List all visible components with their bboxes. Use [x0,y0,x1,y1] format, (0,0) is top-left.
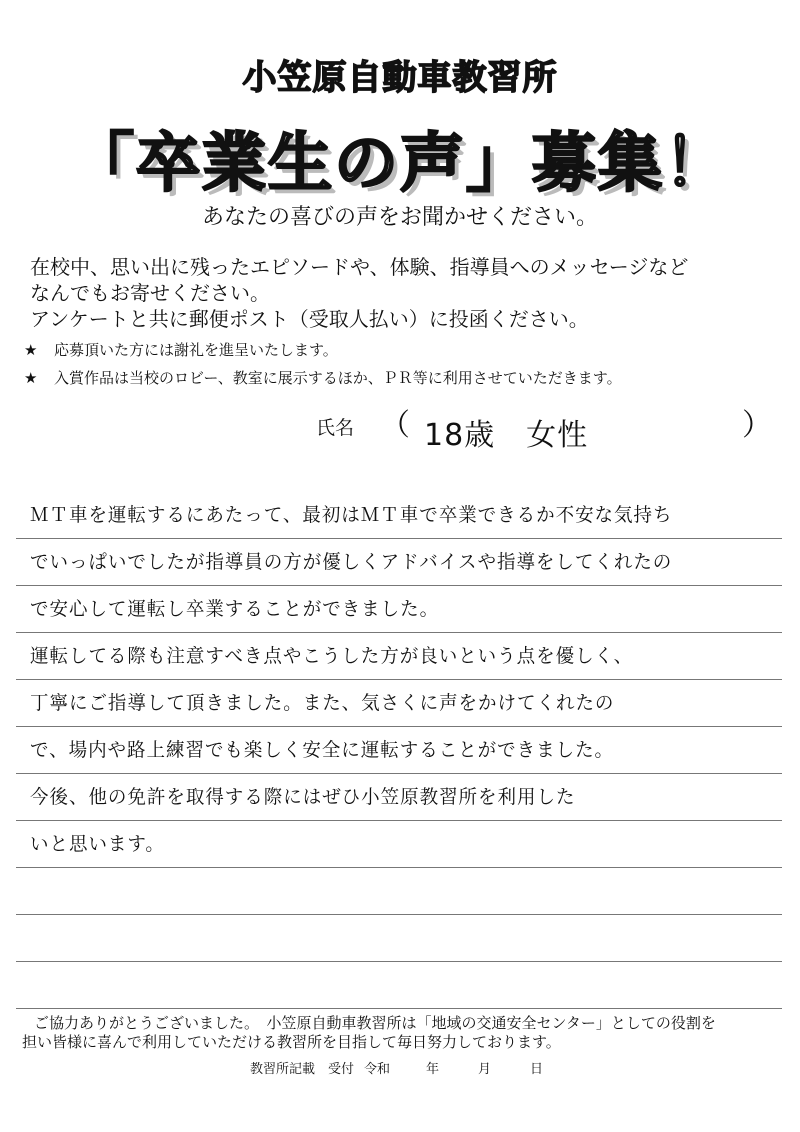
school-name: 小笠原自動車教習所 [242,58,558,98]
intro-line: アンケートと共に郵便ポスト（受取人払い）に投函ください。 [30,307,589,331]
message-line: いと思います。 [30,833,165,855]
ruled-line [16,538,782,539]
footer-line: ご協力ありがとうございました。 小笠原自動車教習所は「地域の交通安全センター」としての役割を [34,1014,716,1032]
star-icon: ★ [24,369,38,387]
intro-text [30,254,780,332]
ruled-line [16,632,782,633]
note-item [24,364,784,392]
message-line: で、場内や路上練習でも楽しく安全に運転することができました。 [30,739,615,761]
ruled-line [16,961,782,962]
message-line: 丁寧にご指導して頂きました。また、気さくに声をかけてくれたの [30,692,615,714]
notes-list [24,336,784,392]
day-label: 日 [530,1062,544,1077]
subheadline: あなたの喜びの声をお聞かせください。 [201,205,598,230]
message-line: ＭＴ車を運転するにあたって、最初はＭＴ車で卒業できるか不安な気持ち [30,504,673,526]
name-close-paren: ） [742,408,772,443]
note-text: 応募頂いた方には謝礼を進呈いたします。 [54,341,338,359]
message-line: でいっぱいでしたが指導員の方が優しくアドバイスや指導をしてくれたの [30,551,673,573]
ruled-line [16,726,782,727]
intro-line: 在校中、思い出に残ったエピソードや、体験、指導員へのメッセージなど [30,255,689,279]
name-field[interactable]: 18歳 女性 [424,418,589,453]
footer-text [22,1014,782,1052]
received-label: 受付 [328,1062,355,1077]
message-line: 今後、他の免許を取得する際にはぜひ小笠原教習所を利用した [30,786,576,808]
ruled-line [16,914,782,915]
year-label: 年 [426,1062,440,1077]
page-title: 「卒業生の声」募集！ [70,127,730,201]
note-text: 入賞作品は当校のロビー、教室に展示するほか、ＰＲ等に利用させていただきます。 [54,369,622,387]
ruled-line [16,1008,782,1009]
name-label: 氏名 [316,417,355,439]
name-open-paren: （ [380,408,410,443]
footer-line: 担い皆様に喜んで利用していただける教習所を目指して毎日努力しております。 [22,1033,561,1051]
star-icon: ★ [24,341,38,359]
month-label: 月 [478,1062,492,1077]
message-line: で安心して運転し卒業することができました。 [30,598,440,620]
message-line: 運転してる際も注意すべき点やこうした方が良いという点を優しく、 [30,645,634,667]
ruled-line [16,773,782,774]
intro-line: なんでもお寄せください。 [30,281,270,305]
ruled-line [16,867,782,868]
ruled-line [16,679,782,680]
ruled-line [16,820,782,821]
era-label: 令和 [364,1062,391,1077]
ruled-line [16,585,782,586]
note-item [24,336,784,364]
office-use-label: 教習所記載 [250,1062,316,1077]
